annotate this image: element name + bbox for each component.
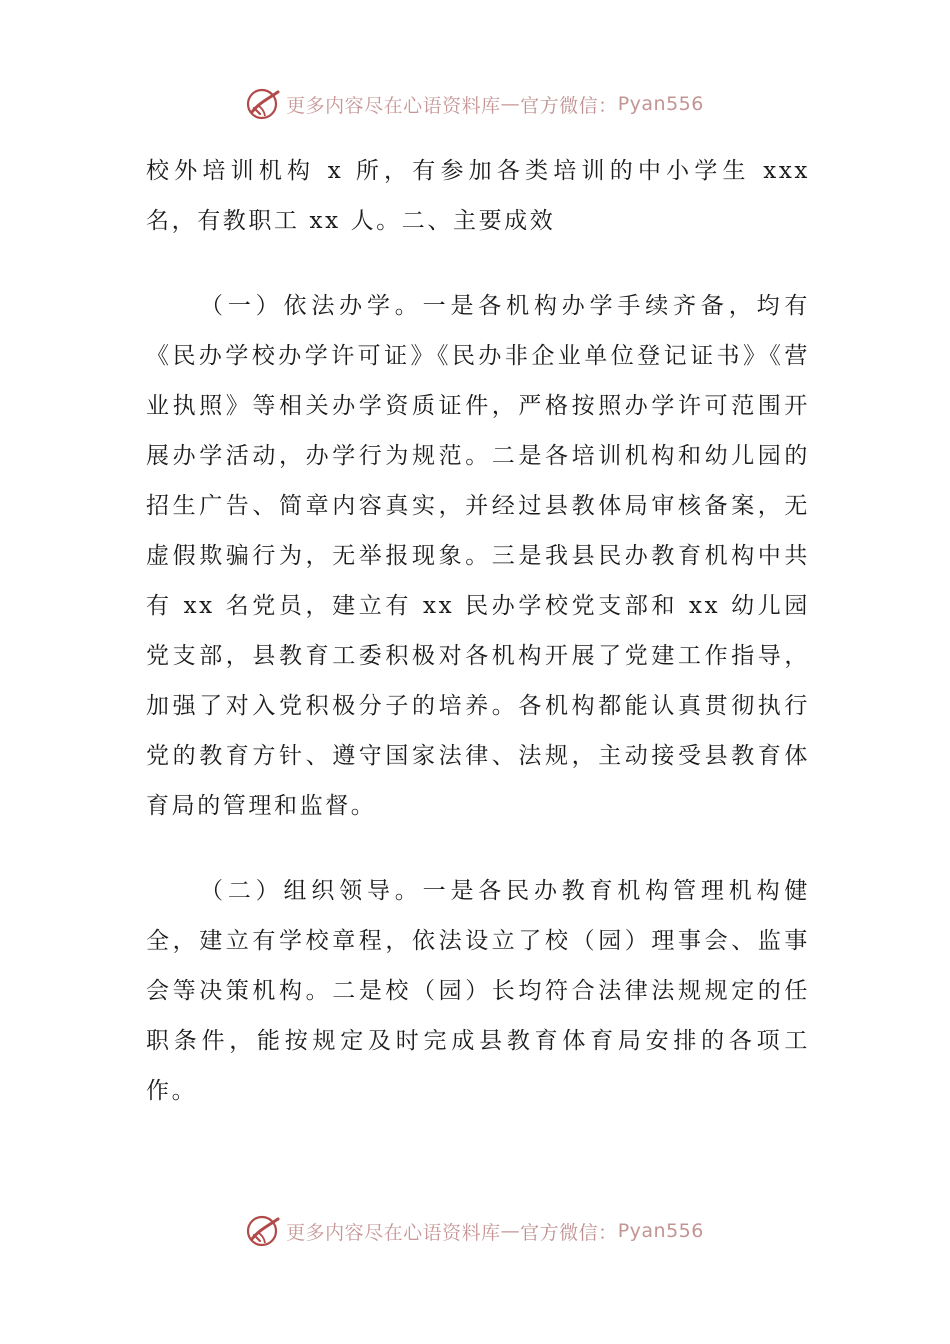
paragraph-intro: 校外培训机构 x 所，有参加各类培训的中小学生 xxx 名，有教职工 xx 人。二、主要成效 <box>146 158 810 234</box>
footer-banner <box>0 1211 950 1251</box>
paragraph-section-2: （二）组织领导。一是各民办教育机构管理机构健全，建立有学校章程，依法设立了校（园）理事会、监事会等决策机构。二是校（园）长均符合法律法规规定的任职条件，能按规定及时完成县教育体育局安排的各项工作。 <box>146 878 810 1104</box>
banner-wechat-label: 官方微信： <box>520 1221 618 1244</box>
header-banner <box>0 84 950 124</box>
banner-separator: — <box>500 1220 521 1242</box>
document-body <box>146 146 810 1116</box>
banner-wechat-id: Pyan556 <box>617 1220 704 1242</box>
paragraph-gap <box>146 831 810 866</box>
banner-separator: — <box>500 93 521 115</box>
paragraph-section-1: （一）依法办学。一是各机构办学手续齐备，均有《民办学校办学许可证》《民办非企业单位登记证书》《营业执照》等相关办学资质证件，严格按照办学许可范围开展办学活动，办学行为规范。二是各培训机构和幼儿园的招生广告、简章内容真实，并经过县教体局审核备案，无虚假欺骗行为，无举报现象。三是我县民办教育机构中共有 xx 名党员，建立有 xx 民办学校党支部和 xx 幼儿园党支部，县教育工委积极对各机构开展了党建工作指导，加强了对入党积极分子的培养。各机构都能认真贯彻执行党的教育方针、遵守国家法律、法规，主动接受县教育体育局的管理和监督。 <box>146 293 810 819</box>
banner-site-text: 更多内容尽在心语资料库 <box>286 94 501 117</box>
pen-logo-icon <box>246 86 282 122</box>
pen-logo-icon <box>246 1213 282 1249</box>
paragraph-gap <box>146 246 810 281</box>
banner-site-text: 更多内容尽在心语资料库 <box>286 1221 501 1244</box>
banner-wechat-label: 官方微信： <box>520 94 618 117</box>
banner-wechat-id: Pyan556 <box>617 93 704 115</box>
